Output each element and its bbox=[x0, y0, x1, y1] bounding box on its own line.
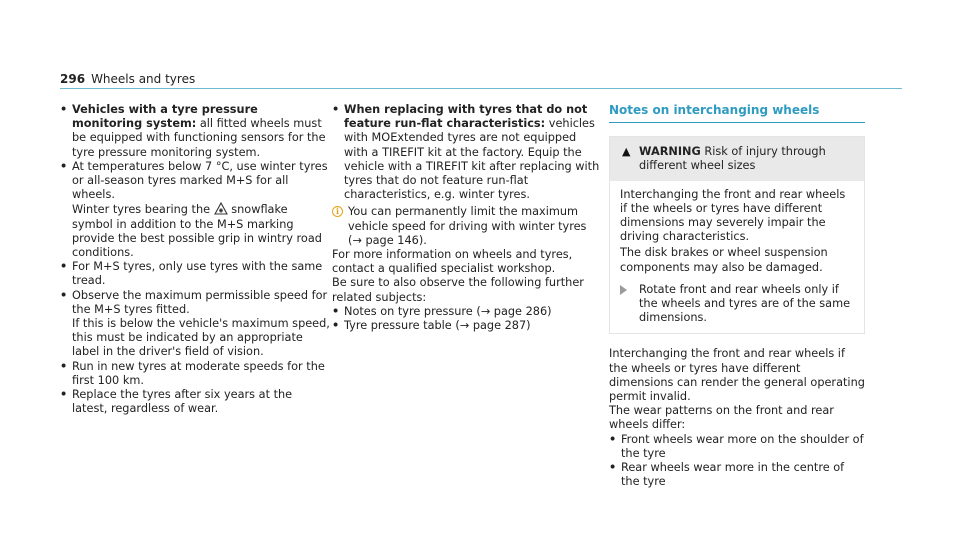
section-title: Notes on interchanging wheels bbox=[609, 103, 865, 123]
inline-text: Winter tyres bearing the bbox=[72, 203, 214, 217]
bullet-text: Run in new tyres at moderate speeds for the first 100 km. bbox=[72, 359, 325, 387]
page-header bbox=[60, 72, 195, 87]
chapter-title: Wheels and tyres bbox=[91, 72, 196, 86]
column-right bbox=[609, 103, 865, 489]
bullet-text: vehicles with MOExtended tyres are not equipped with a TIREFIT kit at the factory. Equip the vehicle with a TIREFIT kit after replacing with tyres that do not feature run-flat characteristics, e.g. winter tyres. bbox=[344, 117, 600, 202]
warning-paragraph: The disk brakes or wheel suspension components may also be damaged. bbox=[620, 246, 828, 274]
warning-label: WARNING bbox=[639, 145, 701, 159]
action-text: Rotate front and rear wheels only if the wheels and tyres are of the same dimensions. bbox=[639, 282, 851, 325]
snowflake-mountain-icon bbox=[214, 202, 228, 215]
list-item bbox=[60, 103, 330, 160]
warning-box bbox=[609, 136, 865, 334]
warning-paragraph: Interchanging the front and rear wheels if the wheels or tyres have different dimensions may severely impair the driving characteristics. bbox=[620, 187, 846, 244]
bullet-paragraph bbox=[72, 202, 330, 260]
related-link[interactable]: • Tyre pressure table (→ page 287) bbox=[332, 319, 602, 333]
warning-triangle-icon: ▲ bbox=[622, 145, 631, 159]
action-arrow-icon bbox=[620, 285, 627, 295]
info-icon: i bbox=[332, 206, 343, 217]
list-item bbox=[60, 160, 330, 260]
bullet-text: all fitted wheels must be equipped with functioning sensors for the tyre pressure monitoring system. bbox=[72, 117, 326, 159]
warning-header bbox=[610, 137, 864, 180]
bullet-text: For M+S tyres, only use tyres with the same tread. bbox=[72, 260, 323, 288]
list-item bbox=[60, 289, 330, 360]
header-divider bbox=[60, 88, 902, 89]
paragraph: The wear patterns on the front and rear wheels differ: bbox=[609, 404, 834, 432]
warning-body bbox=[610, 181, 864, 334]
column-middle bbox=[332, 103, 602, 333]
list-item: • Front wheels wear more on the shoulder of the tyre bbox=[609, 433, 865, 461]
list-item bbox=[60, 388, 330, 416]
paragraph: Interchanging the front and rear wheels if the wheels or tyres have different dimensions can render the general operating permit invalid. bbox=[609, 347, 865, 404]
info-note bbox=[332, 205, 602, 248]
bullet-text: • At temperatures below 7 °C, use winter tyres or all-season tyres marked M+S for all wheels. bbox=[72, 159, 328, 202]
warning-action bbox=[620, 283, 854, 326]
bullet-bold-lead: Vehicles with a tyre pressure monitoring system: bbox=[72, 103, 258, 131]
bullet-text: • Observe the maximum permissible speed for the M+S tyres fitted. bbox=[72, 288, 328, 316]
list-item bbox=[60, 360, 330, 388]
paragraph: Be sure to also observe the following further related subjects: bbox=[332, 276, 584, 304]
list-item bbox=[60, 260, 330, 288]
paragraph: For more information on wheels and tyres, contact a qualified specialist workshop. bbox=[332, 248, 573, 276]
inline-text: snowflake symbol in addition to the M+S marking provide the best possible grip in wintry road conditions. bbox=[72, 203, 322, 260]
bullet-paragraph: If this is below the vehicle's maximum speed, this must be indicated by an appropriate label in the driver's field of vision. bbox=[72, 317, 330, 359]
bullet-bold-lead: When replacing with tyres that do not feature run-flat characteristics: bbox=[344, 103, 588, 131]
bullet-text: Replace the tyres after six years at the latest, regardless of wear. bbox=[72, 388, 293, 416]
list-item: • Rear wheels wear more in the centre of the tyre bbox=[609, 461, 865, 489]
page-number: 296 bbox=[60, 72, 86, 86]
column-left bbox=[60, 103, 330, 416]
warning-header-text: Risk of injury through different wheel sizes bbox=[639, 145, 826, 173]
list-item bbox=[332, 103, 602, 202]
related-link[interactable]: • Notes on tyre pressure (→ page 286) bbox=[332, 305, 602, 319]
note-text[interactable]: You can permanently limit the maximum vehicle speed for driving with winter tyres (→ page 146). bbox=[348, 205, 587, 247]
